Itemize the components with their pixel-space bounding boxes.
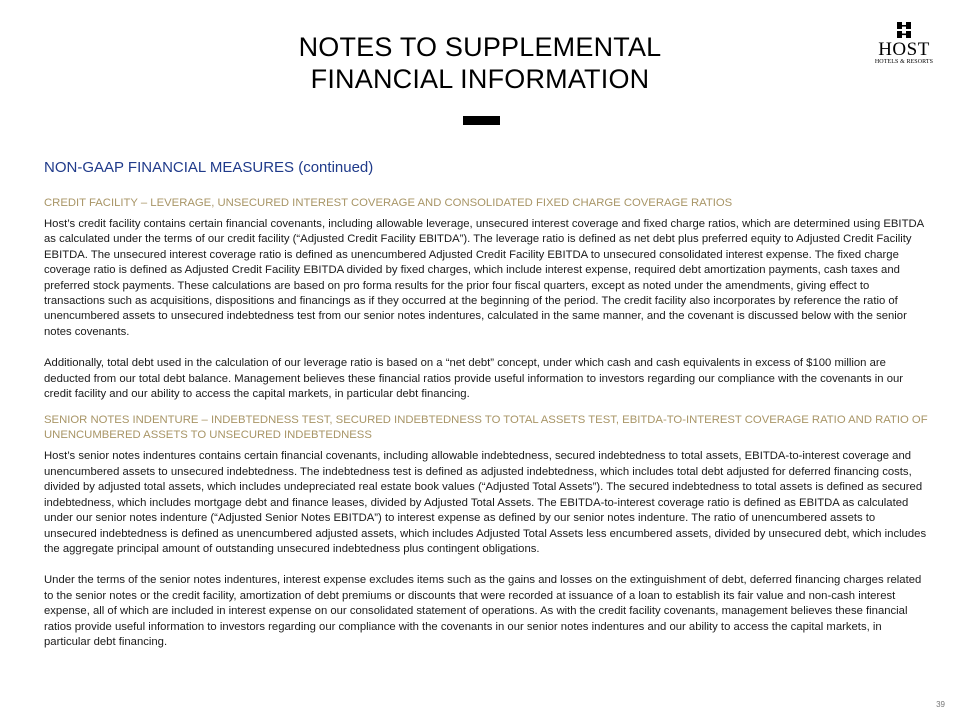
host-logo — [866, 22, 942, 66]
senior-notes-paragraph-2: Under the terms of the senior notes indentures, interest expense excludes items such as the gains and losses on the extinguishment of debt, deferred financing charges related to the senior notes or the credit facility, amortization of debt premiums or discounts that were recorded at issuance of a loan to establish its fair value and non-cash interest expense, all of which are included in interest expense on our consolidated statement of operations. As with the credit facility covenants, management believes these financial ratios provide useful information to investors regarding our compliance with the covenants in our senior notes indentures and our ability to access the capital markets, in particular debt financing. — [44, 574, 922, 648]
section-title: NON-GAAP FINANCIAL MEASURES (continued) — [44, 159, 374, 176]
logo-subtitle: HOTELS & RESORTS — [874, 59, 934, 65]
page-title-line-2: FINANCIAL INFORMATION — [310, 64, 650, 94]
credit-facility-paragraph-2: Additionally, total debt used in the calculation of our leverage ratio is based on a “net debt” concept, under which cash and cash equivalents in excess of $100 million are deducted from our total debt balance. Management believes these financial ratios provide useful information to investors regarding our compliance with the covenants in our credit facility and our ability to access the capital markets, in particular debt financing. — [44, 357, 904, 401]
content-body — [44, 196, 929, 666]
page-title-line-1: NOTES TO SUPPLEMENTAL — [298, 32, 662, 62]
senior-notes-paragraph-1: Host’s senior notes indentures contains certain financial covenants, including allowable indebtedness, secured indebtedness to total assets, EBITDA-to-interest coverage and unencumbered assets to unsecured indebtedness. The indebtedness test is defined as adjusted indebtedness, which includes total debt adjusted for deferred financing costs, divided by adjusted total assets, which includes undepreciated real estate book values (“Adjusted Total Assets”). The secured indebtedness to total assets is defined as secured indebtedness, which includes mortgage debt and finance leases, divided by Adjusted Total Assets. The EBITDA-to-interest coverage ratio is defined as EBITDA as calculated under our senior notes indenture (“Adjusted Senior Notes EBITDA”) to interest expense as defined by our senior notes indenture. The ratio of unencumbered assets to unsecured indebtedness is defined as unencumbered adjusted assets, which includes Adjusted Total Assets less encumbered assets, divided by unsecured debt, which includes the aggregate principal amount of outstanding unsecured indebtedness plus contingent obligations. — [44, 450, 927, 555]
credit-facility-heading: CREDIT FACILITY – LEVERAGE, UNSECURED INTEREST COVERAGE AND CONSOLIDATED FIXED CHARGE COVERAGE RATIOS — [44, 197, 733, 209]
senior-notes-heading: SENIOR NOTES INDENTURE – INDEBTEDNESS TEST, SECURED INDEBTEDNESS TO TOTAL ASSETS TEST, EBITDA-TO-INTEREST COVERAGE RATIO AND RATIO OF UNENCUMBERED ASSETS TO UNSECURED INDEBTEDNESS — [44, 414, 928, 442]
credit-facility-paragraph-1: Host’s credit facility contains certain financial covenants, including allowable leverage, unsecured interest coverage and fixed charge ratios, which are determined using EBITDA as calculated under the terms of our credit facility (“Adjusted Credit Facility EBITDA”). The leverage ratio is defined as net debt plus preferred equity to Adjusted Credit Facility EBITDA. The unsecured interest coverage ratio is defined as unencumbered Adjusted Credit Facility EBITDA to unsecured consolidated interest expense. The fixed charge coverage ratio is defined as Adjusted Credit Facility EBITDA divided by fixed charges, which include interest expense, required debt amortization payments, cash taxes and preferred stock payments. These calculations are based on pro forma results for the prior four fiscal quarters, except as noted under the amendments, giving effect to transactions such as acquisitions, dispositions and financings as if they occurred at the beginning of the period. The credit facility also incorporates by reference the ratio of unencumbered assets to unsecured indebtedness test from our senior notes indentures, calculated in the same manner, and the covenant is discussed below with the senior notes covenants. — [44, 218, 924, 338]
page-title — [230, 31, 730, 95]
logo-wordmark: HOST — [878, 39, 930, 60]
title-underline-bar — [463, 116, 500, 125]
page-number: 39 — [936, 700, 945, 709]
host-logo-mark-icon — [896, 22, 912, 38]
